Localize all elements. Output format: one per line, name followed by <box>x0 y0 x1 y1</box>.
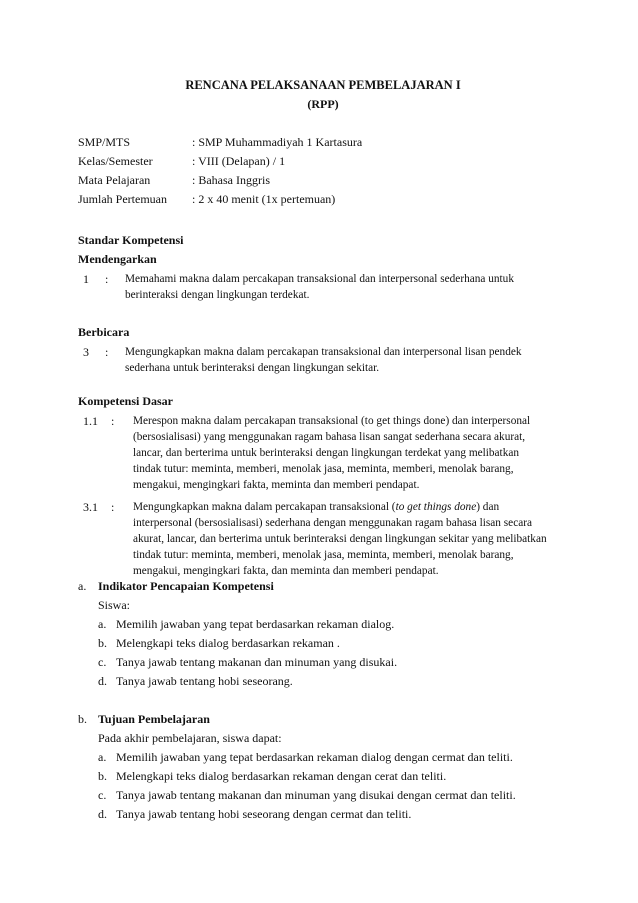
item-text: Memilih jawaban yang tepat berdasarkan rekaman dialog. <box>116 617 395 631</box>
item-text-part: ) dan interpersonal (bersosialisasi) sederhana dengan menggunakan ragam bahasa lisan secara akurat, lancar, dan berterima untuk berinteraksi dengan lingkungan sekitar yang melibatkan tindak tutur: meminta, memberi, menolak jasa, meminta, memberi, menolak barang, mengakui, mengingkari fakta, dan meminta dan memberi pendapat. <box>133 501 547 577</box>
identity-row <box>78 172 362 191</box>
identity-value: : 2 x 40 menit (1x pertemuan) <box>192 192 336 206</box>
identity-row <box>78 153 362 172</box>
identity-value: : SMP Muhammadiyah 1 Kartasura <box>192 135 363 149</box>
section-heading: Kompetensi Dasar <box>78 394 173 408</box>
item-letter: d. <box>98 807 107 821</box>
item-text: Mengungkapkan makna dalam percakapan transaksional dan interpersonal lisan pendek sederhana untuk berinteraksi dengan lingkungan sekitar. <box>125 346 522 374</box>
item-number: 1.1 <box>83 414 98 428</box>
identity-value: : VIII (Delapan) / 1 <box>192 154 286 168</box>
item-text-part: Mengungkapkan makna dalam percakapan transaksional ( <box>133 501 396 513</box>
item-number: 3 <box>83 345 89 359</box>
competency-item <box>83 344 548 376</box>
identity-value: : Bahasa Inggris <box>192 173 270 187</box>
list-intro: Siswa: <box>98 598 131 612</box>
identity-label: Kelas/Semester <box>78 154 153 168</box>
item-colon: : <box>105 345 109 359</box>
identity-label: Jumlah Pertemuan <box>78 192 167 206</box>
list-item <box>98 768 598 787</box>
indikator-list <box>98 597 548 692</box>
competency-item <box>83 271 548 303</box>
item-number: 3.1 <box>83 500 98 514</box>
section-letter: b. <box>78 712 87 726</box>
indikator-section <box>78 578 548 692</box>
item-letter: b. <box>98 769 107 783</box>
item-letter: c. <box>98 788 107 802</box>
competency-item <box>83 413 548 493</box>
list-item <box>98 749 598 768</box>
document-title <box>0 76 638 114</box>
list-intro: Pada akhir pembelajaran, siswa dapat: <box>98 731 282 745</box>
list-item <box>98 654 548 673</box>
section-heading: Indikator Pencapaian Kompetensi <box>98 579 274 593</box>
item-letter: a. <box>98 617 107 631</box>
list-item <box>98 806 598 825</box>
identity-row <box>78 134 362 153</box>
competency-item <box>83 499 548 579</box>
title-line-1: RENCANA PELAKSANAAN PEMBELAJARAN I <box>185 78 461 92</box>
kompetensi-dasar-section <box>78 393 548 579</box>
list-item <box>98 635 548 654</box>
item-letter: d. <box>98 674 107 688</box>
item-text: Merespon makna dalam percakapan transaksional (to get things done) dan interpersonal (bersosialisasi) yang menggunakan ragam bahasa lisan sangat sederhana secara akurat, lancar, dan berterima untuk berinteraksi dengan lingkungan terdekat yang melibatkan tindak tutur: meminta, memberi, menolak jasa, meminta, memberi, menolak barang, mengakui, mengingkari fakta, meminta dan memberi pendapat. <box>133 415 531 491</box>
section-letter: a. <box>78 579 87 593</box>
item-text <box>133 499 548 579</box>
item-colon: : <box>111 500 115 514</box>
tujuan-list <box>98 730 598 825</box>
item-letter: b. <box>98 636 107 650</box>
identity-row <box>78 191 362 210</box>
item-number: 1 <box>83 272 89 286</box>
list-item <box>98 673 548 692</box>
item-text-italic: to get things done <box>395 501 477 513</box>
list-item <box>98 787 598 806</box>
identity-table <box>78 134 362 210</box>
item-text: Tanya jawab tentang makanan dan minuman yang disukai dengan cermat dan teliti. <box>116 788 516 802</box>
item-text: Melengkapi teks dialog berdasarkan rekaman . <box>116 636 340 650</box>
section-heading-row <box>78 711 598 730</box>
standar-kompetensi-section <box>78 232 548 303</box>
item-letter: c. <box>98 655 107 669</box>
item-text: Tanya jawab tentang makanan dan minuman yang disukai. <box>116 655 398 669</box>
section-heading: Standar Kompetensi <box>78 233 184 247</box>
tujuan-section <box>78 711 598 825</box>
item-text: Memilih jawaban yang tepat berdasarkan rekaman dialog dengan cermat dan teliti. <box>116 750 513 764</box>
item-colon: : <box>105 272 109 286</box>
identity-label: Mata Pelajaran <box>78 173 151 187</box>
item-text: Tanya jawab tentang hobi seseorang. <box>116 674 293 688</box>
item-text: Tanya jawab tentang hobi seseorang dengan cermat dan teliti. <box>116 807 412 821</box>
subsection-heading: Mendengarkan <box>78 252 157 266</box>
berbicara-section <box>78 324 548 376</box>
section-heading-row <box>78 578 548 597</box>
item-letter: a. <box>98 750 107 764</box>
subsection-heading: Berbicara <box>78 325 130 339</box>
title-line-2: (RPP) <box>307 97 339 111</box>
item-colon: : <box>111 414 115 428</box>
list-item <box>98 616 548 635</box>
item-text: Memahami makna dalam percakapan transaksional dan interpersonal sederhana untuk berinteraksi dengan lingkungan terdekat. <box>125 273 514 301</box>
section-heading: Tujuan Pembelajaran <box>98 712 210 726</box>
identity-label: SMP/MTS <box>78 135 131 149</box>
item-text: Melengkapi teks dialog berdasarkan rekaman dengan cerat dan teliti. <box>116 769 447 783</box>
